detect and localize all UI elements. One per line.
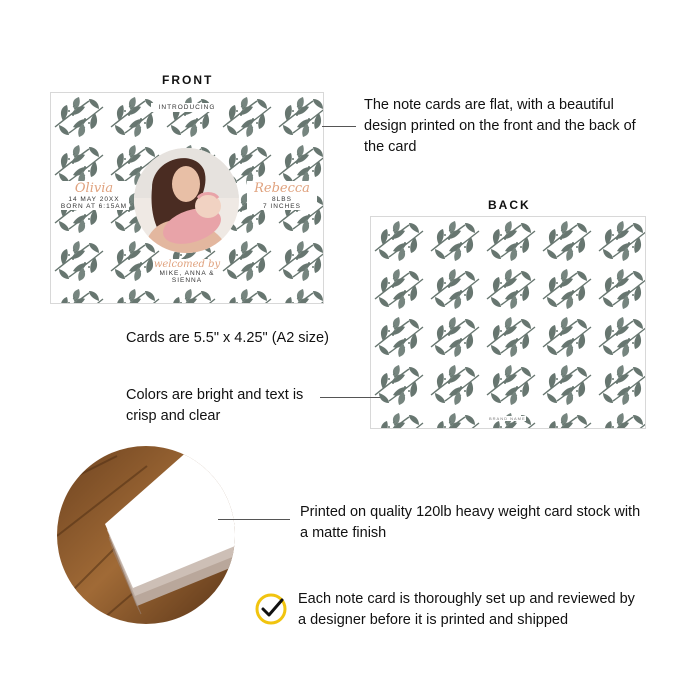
front-card xyxy=(50,92,324,304)
parents-line-1: MIKE, ANNA & xyxy=(159,270,215,277)
parents-line-2: SIENNA xyxy=(171,277,203,284)
feature-stock: Printed on quality 120lb heavy weight card stock with a matte finish xyxy=(300,504,641,541)
introducing-text: INTRODUCING xyxy=(151,103,223,112)
card-stock-photo xyxy=(57,446,235,624)
feature-review: Each note card is thoroughly set up and reviewed by a designer before it is printed and shipped xyxy=(298,591,635,628)
welcomed-label: welcomed by xyxy=(153,259,221,270)
last-name: Rebecca xyxy=(254,181,310,196)
feature-flat-design: The note cards are flat, with a beautiful design printed on the front and the back of the card xyxy=(364,97,636,155)
leaf-pattern-back xyxy=(371,217,645,428)
birth-weight: 8LBS xyxy=(272,196,292,203)
welcomed-block xyxy=(153,259,221,284)
baby-photo xyxy=(134,148,239,253)
left-info xyxy=(59,181,129,210)
feature-size: Cards are 5.5" x 4.25" (A2 size) xyxy=(126,330,329,346)
first-name: Olivia xyxy=(74,181,114,196)
leader-line-flat xyxy=(322,126,356,127)
birth-date: 14 MAY 20XX xyxy=(68,196,120,203)
brand-mark: BRAND NAME xyxy=(489,416,526,421)
feature-colors: Colors are bright and text is crisp and clear xyxy=(126,387,304,424)
back-card xyxy=(370,216,646,429)
back-label: BACK xyxy=(488,198,531,212)
birth-length: 7 INCHES xyxy=(263,203,301,210)
check-circle-icon xyxy=(254,592,288,626)
leader-line-colors xyxy=(320,397,380,398)
right-info xyxy=(247,181,317,210)
birth-time: BORN AT 6:15AM xyxy=(60,203,128,210)
front-label: FRONT xyxy=(162,73,214,87)
leader-line-stock xyxy=(218,519,290,520)
